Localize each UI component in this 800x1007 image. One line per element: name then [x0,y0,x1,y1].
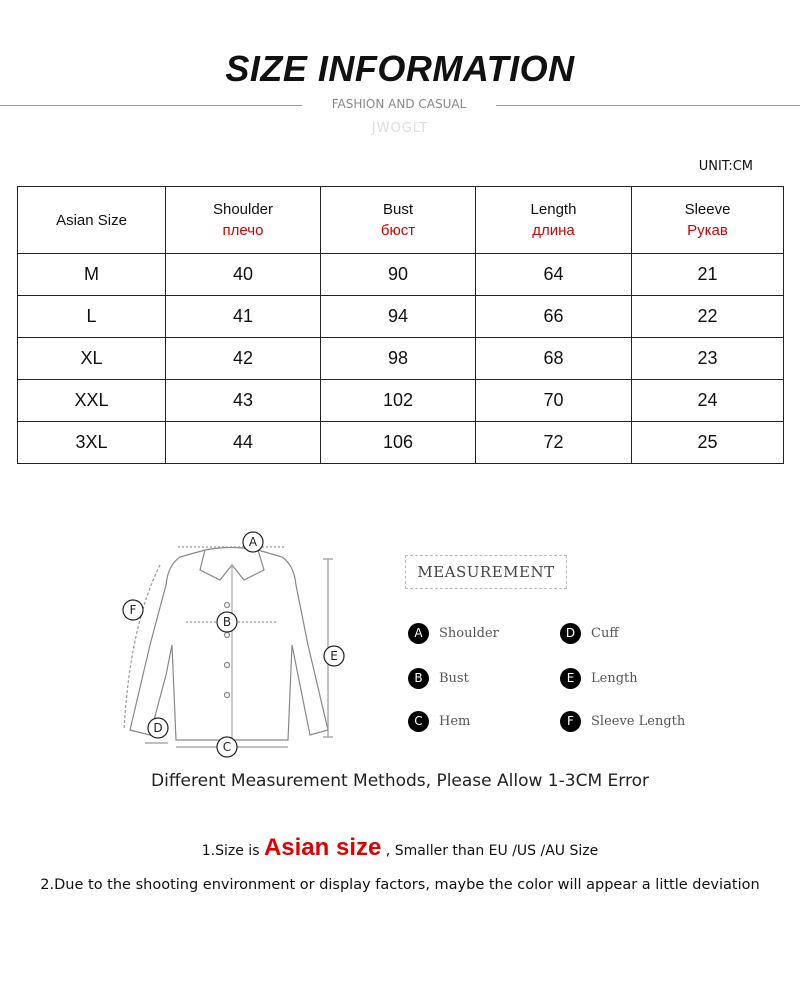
header-sleeve [632,187,784,254]
legend-sleeve-length [560,710,685,732]
header-label-ru: плечо [222,222,264,239]
legend-length [560,667,638,689]
legend-shoulder [408,622,499,644]
value-cell: 21 [632,254,784,296]
value-cell: 22 [632,296,784,338]
header-shoulder [166,187,321,254]
legend-bust [408,667,469,689]
unit-label: UNIT:CM [698,159,753,174]
marker-b-label: B [222,615,232,629]
value-cell: 40 [166,254,321,296]
marker-a-label: A [248,535,258,549]
value-cell: 106 [321,422,476,464]
page-title: SIZE INFORMATION [225,48,575,89]
header-label-ru: длина [532,222,575,239]
legend-b-icon: B [408,668,429,689]
size-cell: XL [18,338,166,380]
legend-a-icon: A [408,623,429,644]
value-cell: 70 [476,380,632,422]
legend-e-icon: E [560,668,581,689]
value-cell: 64 [476,254,632,296]
table-row [18,296,784,338]
value-cell: 102 [321,380,476,422]
marker-e-label: E [330,649,338,663]
size-cell: L [18,296,166,338]
header-label-en: Length [530,201,577,218]
header-label-en: Bust [382,201,413,218]
value-cell: 24 [632,380,784,422]
value-cell: 44 [166,422,321,464]
note-prefix: 1.Size is [201,843,264,859]
legend-c-icon: C [408,711,429,732]
legend-label: Hem [439,713,471,729]
value-cell: 94 [321,296,476,338]
value-cell: 42 [166,338,321,380]
header-label-en: Shoulder [212,201,274,218]
legend-f-icon: F [560,711,581,732]
size-cell: XXL [18,380,166,422]
marker-f-label: F [129,603,137,617]
value-cell: 90 [321,254,476,296]
subtitle: FASHION AND CASUAL [331,97,467,111]
legend-label: Sleeve Length [591,713,686,729]
value-cell: 98 [321,338,476,380]
brand-watermark: JWOGLT [371,121,429,136]
divider-right [496,105,800,106]
size-cell: 3XL [18,422,166,464]
divider-left [0,105,302,106]
value-cell: 68 [476,338,632,380]
table-row [18,422,784,464]
legend-label: Cuff [591,625,619,641]
header-bust [321,187,476,254]
marker-c-label: C [222,740,232,754]
legend-label: Shoulder [439,625,499,641]
asian-size-note [0,834,800,862]
header-label-ru: бюст [380,222,416,239]
measurement-error-note: Different Measurement Methods, Please Allow 1-3CM Error [151,771,649,791]
measurement-title: MEASUREMENT [405,555,567,589]
legend-hem [408,710,470,732]
legend-d-icon: D [560,623,581,644]
value-cell: 66 [476,296,632,338]
header-asian-size: Asian Size [18,187,166,254]
table-row [18,254,784,296]
header-label-en: Sleeve [684,201,731,218]
asian-size-highlight: Asian size [263,834,382,861]
subtitle-row [0,97,800,113]
color-deviation-note: 2.Due to the shooting environment or display factors, maybe the color will appear a little deviation [40,877,760,893]
table-row-stub [18,464,784,465]
table-header-row [18,187,784,254]
table-row [18,338,784,380]
table-row [18,380,784,422]
shirt-diagram-icon [110,525,370,765]
value-cell: 23 [632,338,784,380]
value-cell: 72 [476,422,632,464]
size-table [17,186,784,464]
header-label-ru: Рукав [687,222,728,239]
legend-cuff [560,622,619,644]
legend-label: Length [591,670,638,686]
size-cell: M [18,254,166,296]
value-cell: 41 [166,296,321,338]
note-suffix: , Smaller than EU /US /AU Size [381,843,599,859]
value-cell: 25 [632,422,784,464]
header-length [476,187,632,254]
legend-label: Bust [439,670,469,686]
value-cell: 43 [166,380,321,422]
marker-d-label: D [153,721,163,735]
